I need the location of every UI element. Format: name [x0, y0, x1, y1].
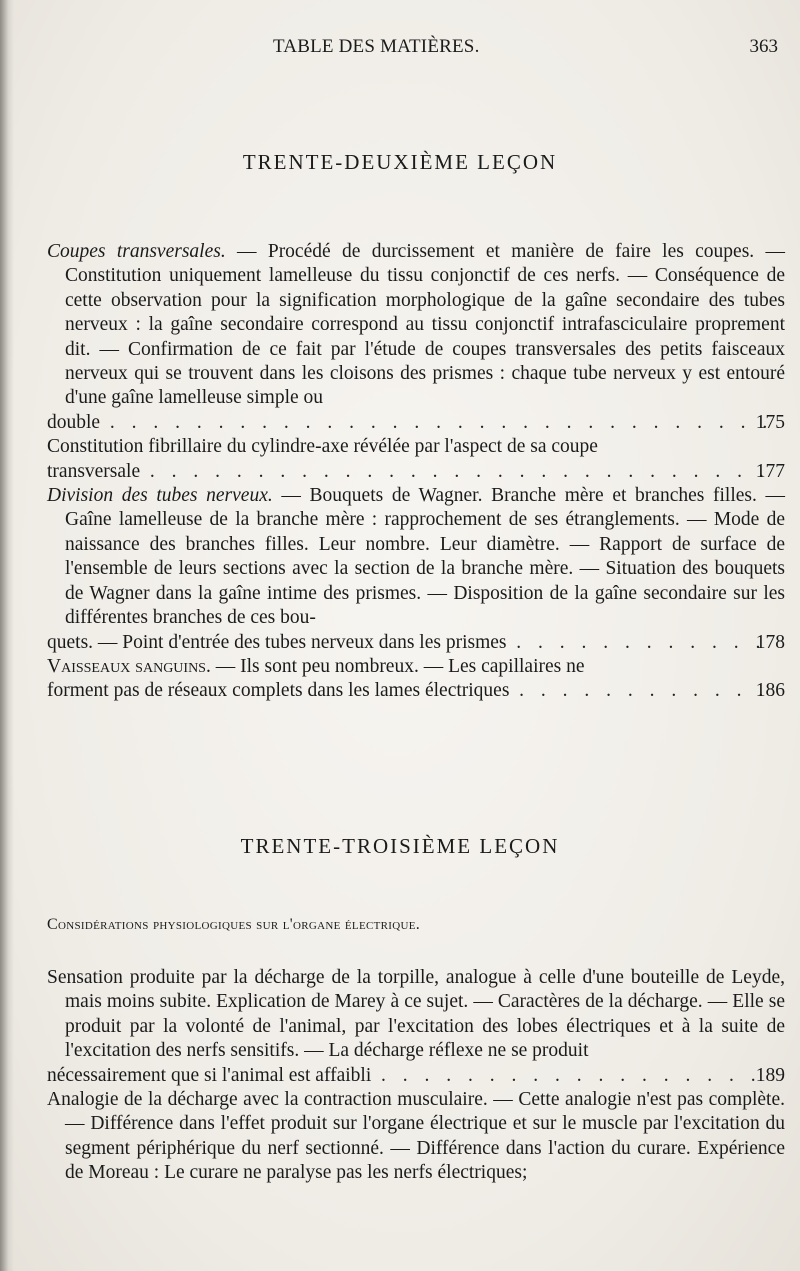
- entry-last-line: [47, 460, 785, 484]
- toc-entry: [47, 240, 785, 435]
- entry-page-number: 189: [755, 1064, 785, 1086]
- entry-page-number: 175: [755, 411, 785, 433]
- dot-leader: [513, 631, 768, 655]
- page-header: [0, 36, 800, 64]
- dot-leader: [106, 411, 768, 435]
- page-number: 363: [749, 36, 778, 57]
- page-gutter-shadow: [0, 0, 14, 1271]
- entry-heading: Division des tubes nerveux.: [47, 485, 273, 507]
- entry-last-text: quets. — Point d'entrée des tubes nerveux dans les prismes: [47, 631, 507, 653]
- entry-last-line: [47, 679, 785, 703]
- toc-entry: [47, 1088, 785, 1186]
- entry-text: — Ils sont peu nombreux. — Les capillaires ne: [210, 655, 585, 677]
- entry-text: — Procédé de durcissement et manière de faire les coupes. — Constitution uniquement lamelleuse du tissu conjonctif de ces nerfs. — Conséquence de cette observation pour la signification morphologique de la gaîne secondaire des tubes nerveux : la gaîne secondaire correspond au tissu conjonctif intrafasciculaire proprement dit. — Confirmation de ce fait par l'étude de coupes transversales des petits faisceaux nerveux qui se trouvent dans les cloisons des prismes : chaque tube nerveux y est entouré d'une gaîne lamelleuse simple ou: [65, 241, 785, 409]
- dot-leader: [377, 1064, 768, 1088]
- entry-page-number: 178: [755, 631, 785, 653]
- toc-entry: [47, 966, 785, 1088]
- entry-text: — Bouquets de Wagner. Branche mère et branches filles. — Gaîne lamelleuse de la branche mère : rapprochement de ses étranglements. — Mode de naissance des branches filles. Leur nombre. Leur diamètre. — Rapport de surface de l'ensemble de leurs sections avec la section de la branche mère. — Situation des bouquets de Wagner dans la gaîne intime des prismes. — Disposition de la gaîne secondaire sur les différentes branches de ces bou-: [65, 485, 785, 629]
- entry-text: Constitution fibrillaire du cylindre-axe révélée par l'aspect de sa coupe: [47, 436, 598, 458]
- entry-last-text: double: [47, 411, 101, 433]
- toc-entry: [47, 435, 785, 484]
- toc-entry: [47, 655, 785, 704]
- toc-entry: [47, 484, 785, 655]
- section-subtitle: Considérations physiologiques sur l'organe électrique.: [47, 916, 421, 933]
- entry-last-text: transversale: [47, 460, 141, 482]
- entry-last-line: [47, 631, 785, 655]
- entry-last-text: nécessairement que si l'animal est affaibli: [47, 1064, 372, 1086]
- lecon-32-title: TRENTE-DEUXIÈME LEÇON: [242, 150, 558, 174]
- running-title: TABLE DES MATIÈRES.: [273, 36, 480, 57]
- lecon-33-entries: [47, 966, 785, 1186]
- entry-last-line: [47, 411, 785, 435]
- lecon-32-entries: [47, 240, 785, 704]
- dot-leader: [515, 679, 767, 703]
- entry-last-text: forment pas de réseaux complets dans les lames électriques: [47, 680, 510, 702]
- entry-heading: Vaisseaux sanguins.: [47, 655, 211, 677]
- entry-page-number: 186: [755, 680, 785, 702]
- entry-last-line: [47, 1064, 785, 1088]
- entry-text: Sensation produite par la décharge de la torpille, analogue à celle d'une bouteille de Leyde, mais moins subite. Explication de Marey à ce sujet. — Caractères de la décharge. — Elle se produit par la volonté de l'animal, par l'excitation des lobes électriques et à la suite de l'excitation des nerfs sensitifs. — La décharge réflexe ne se produit: [47, 967, 785, 1062]
- entry-page-number: 177: [755, 460, 785, 482]
- entry-heading: Coupes transversales.: [47, 241, 226, 262]
- dot-leader: [146, 460, 768, 484]
- entry-text: Analogie de la décharge avec la contraction musculaire. — Cette analogie n'est pas complète. — Différence dans l'effet produit sur l'organe électrique et sur le muscle par l'excitation du segment périphérique du nerf sectionné. — Différence dans l'action du curare. Expérience de Moreau : Le curare ne paralyse pas les nerfs électriques;: [47, 1089, 785, 1184]
- lecon-33-title: TRENTE-TROISIÈME LEÇON: [240, 834, 560, 858]
